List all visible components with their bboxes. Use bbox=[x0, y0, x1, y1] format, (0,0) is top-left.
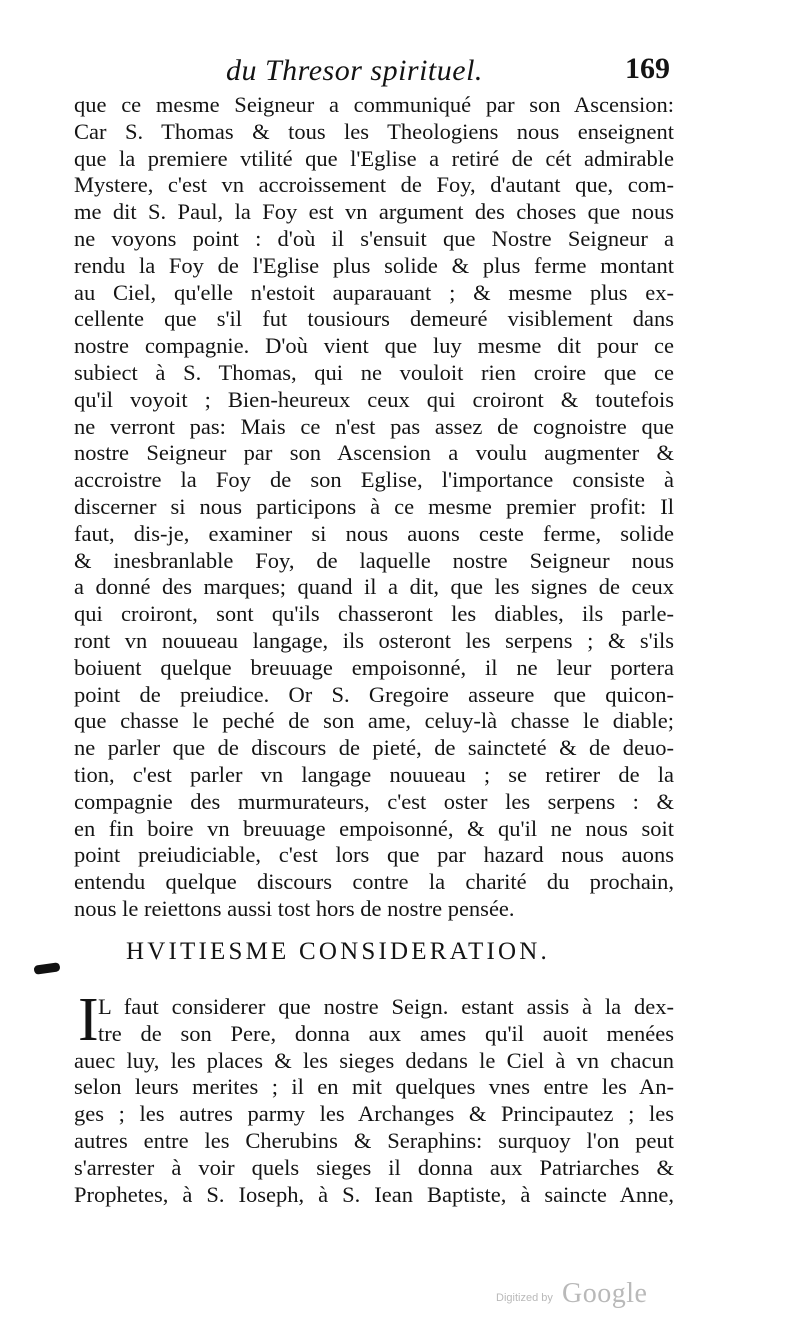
text-line: L faut considerer que nostre Seign. estant assis à la dex- bbox=[98, 994, 674, 1019]
text-line: selon leurs merites ; il en mit quelques vnes entre les An- bbox=[74, 1074, 674, 1100]
text-line: ne voyons point : d'où il s'ensuit que Nostre Seigneur a bbox=[74, 225, 674, 251]
text-line: boiuent quelque breuuage empoisonné, il ne leur portera bbox=[74, 654, 674, 680]
text-line: Prophetes, à S. Ioseph, à S. Iean Baptiste, à saincte Anne, bbox=[74, 1181, 674, 1207]
text-line: qu'il voyoit ; Bien-heureux ceux qui croiront & toutefois bbox=[74, 386, 674, 412]
text-line: tre de son Pere, donna aux ames qu'il auoit menées bbox=[98, 1020, 674, 1046]
drop-cap-initial: I bbox=[78, 986, 99, 1054]
text-line: que la premiere vtilité que l'Eglise a retiré de cét admirable bbox=[74, 145, 674, 171]
text-line: Car S. Thomas & tous les Theologiens nous enseignent bbox=[74, 118, 674, 144]
paragraph-continuation bbox=[74, 92, 674, 923]
text-line: tion, c'est parler vn langage nouueau ; se retirer de la bbox=[74, 761, 674, 787]
text-line: faut, dis-je, examiner si nous auons ceste ferme, solide bbox=[74, 520, 674, 546]
text-line: en fin boire vn breuuage empoisonné, & qu'il ne nous soit bbox=[74, 815, 674, 841]
running-title: du Thresor spirituel. bbox=[226, 54, 483, 87]
google-logo: Google bbox=[562, 1278, 648, 1309]
text-line: ne verront pas: Mais ce n'est pas assez de cognoistre que bbox=[74, 413, 674, 439]
text-line: ges ; les autres parmy les Archanges & Principautez ; les bbox=[74, 1101, 674, 1127]
text-line: me dit S. Paul, la Foy est vn argument des choses que nous bbox=[74, 199, 674, 225]
text-line: point de preiudice. Or S. Gregoire asseure que quicon- bbox=[74, 681, 674, 707]
text-line: qui croiront, sont qu'ils chasseront les diables, ils parle- bbox=[74, 601, 674, 627]
text-line: accroistre la Foy de son Eglise, l'importance consiste à bbox=[74, 467, 674, 493]
section-heading: HVITIESME CONSIDERATION. bbox=[126, 938, 551, 965]
text-line: subiect à S. Thomas, qui ne vouloit rien croire que ce bbox=[74, 359, 674, 385]
text-line: nostre Seigneur par son Ascension a voulu augmenter & bbox=[74, 440, 674, 466]
running-head bbox=[200, 48, 670, 92]
text-line: rendu la Foy de l'Eglise plus solide & plus ferme montant bbox=[74, 252, 674, 278]
text-line: ne parler que de discours de pieté, de saincteté & de deuo- bbox=[74, 735, 674, 761]
text-line: compagnie des murmurateurs, c'est oster les serpens : & bbox=[74, 788, 674, 814]
text-line: que chasse le peché de son ame, celuy-là chasse le diable; bbox=[74, 708, 674, 734]
page-number: 169 bbox=[625, 52, 670, 85]
margin-ink-mark bbox=[34, 962, 61, 975]
text-line: point preiudiciable, c'est lors que par hazard nous auons bbox=[74, 842, 674, 868]
text-line: Mystere, c'est vn accroissement de Foy, d'autant que, com- bbox=[74, 172, 674, 198]
text-line: discerner si nous participons à ce mesme premier profit: Il bbox=[74, 493, 674, 519]
text-line: au Ciel, qu'elle n'estoit auparauant ; & mesme plus ex- bbox=[74, 279, 674, 305]
section-body bbox=[74, 986, 674, 1208]
digitized-watermark bbox=[496, 1278, 666, 1322]
text-line: & inesbranlable Foy, de laquelle nostre Seigneur nous bbox=[74, 547, 674, 573]
text-line: nous le reiettons aussi tost hors de nostre pensée. bbox=[74, 895, 515, 921]
text-line: ront vn nouueau langage, ils osteront les serpens ; & s'ils bbox=[74, 627, 674, 653]
text-line: que ce mesme Seigneur a communiqué par son Ascension: bbox=[74, 92, 674, 117]
digitized-label: Digitized by bbox=[496, 1292, 553, 1304]
text-line: a donné des marques; quand il a dit, que les signes de ceux bbox=[74, 574, 674, 600]
text-line: entendu quelque discours contre la charité du prochain, bbox=[74, 869, 674, 895]
text-line: cellente que s'il fut tousiours demeuré visiblement dans bbox=[74, 306, 674, 332]
text-line: auec luy, les places & les sieges dedans le Ciel à vn chacun bbox=[74, 1047, 674, 1073]
text-line: s'arrester à voir quels sieges il donna aux Patriarches & bbox=[74, 1154, 674, 1180]
text-line: autres entre les Cherubins & Seraphins: surquoy l'on peut bbox=[74, 1127, 674, 1153]
text-line: nostre compagnie. D'où vient que luy mesme dit pour ce bbox=[74, 333, 674, 359]
